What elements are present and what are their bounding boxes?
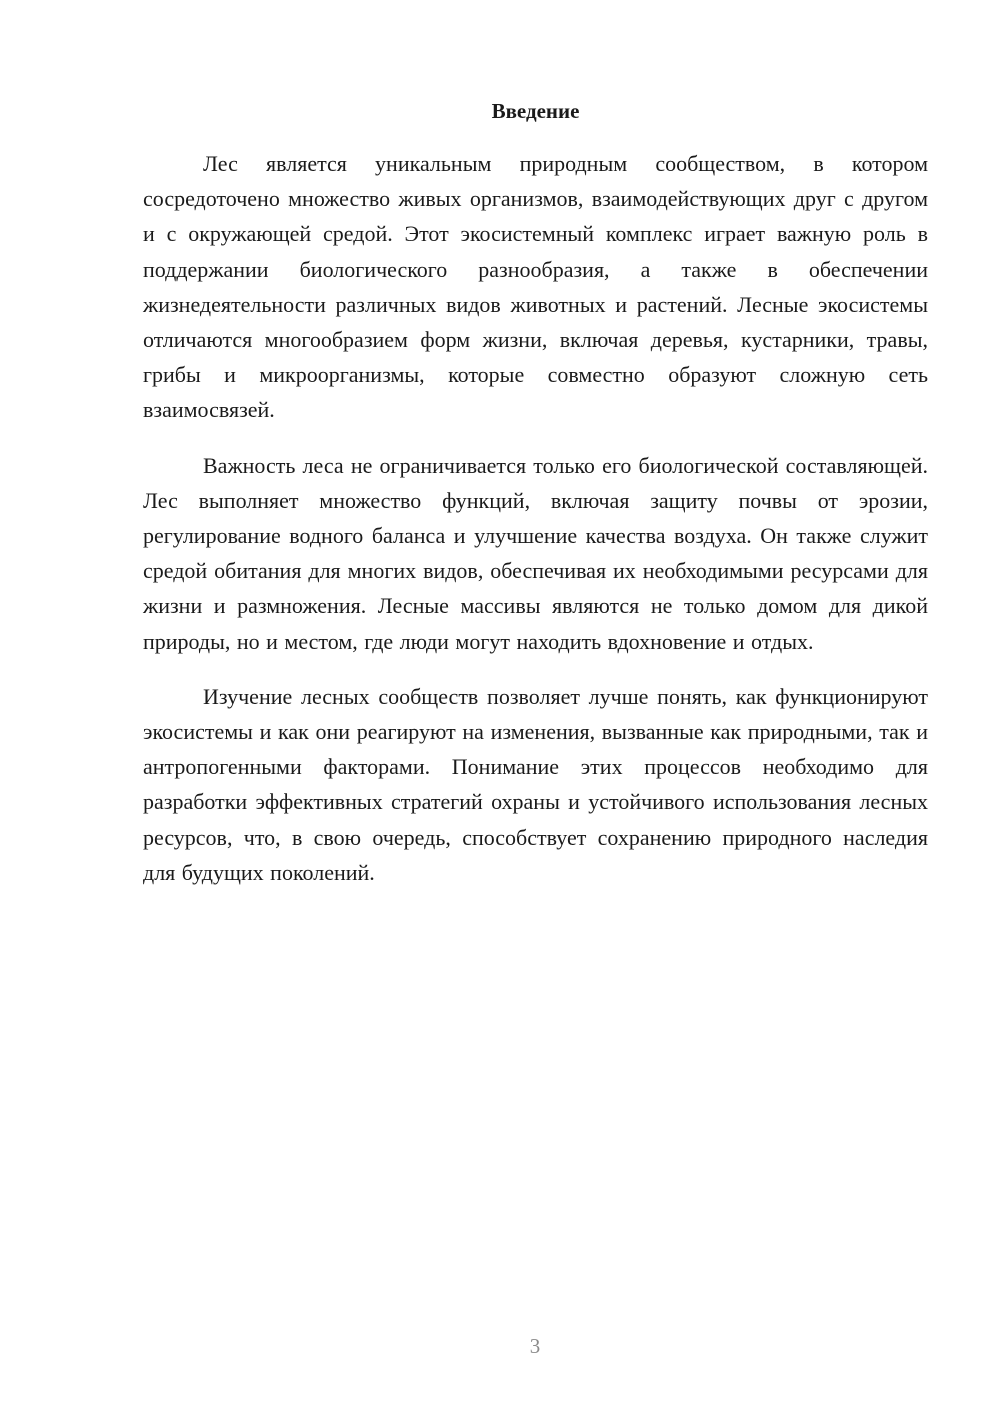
page-number: 3	[529, 1334, 541, 1358]
page-content	[143, 96, 928, 910]
section-title: Введение	[491, 99, 580, 123]
paragraph-1: Лес является уникальным природным сообществом, в котором сосредоточено множество живых организмов, взаимодействующих друг с другом и с окружающей средой. Этот экосистемный комплекс играет важную роль в поддержании биологического разнообразия, а также в обеспечении жизнедеятельности различных видов животных и растений. Лесные экосистемы отличаются многообразием форм жизни, включая деревья, кустарники, травы, грибы и микроорганизмы, которые совместно образуют сложную сеть взаимосвязей.	[143, 151, 928, 423]
paragraph-3: Изучение лесных сообществ позволяет лучше понять, как функционируют экосистемы и как они реагируют на изменения, вызванные как природными, так и антропогенными факторами. Понимание этих процессов необходимо для разработки эффективных стратегий охраны и устойчивого использования лесных ресурсов, что, в свою очередь, способствует сохранению природного наследия для будущих поколений.	[143, 683, 928, 885]
paragraph-2: Важность леса не ограничивается только его биологической составляющей. Лес выполняет множество функций, включая защиту почвы от эрозии, регулирование водного баланса и улучшение качества воздуха. Он также служит средой обитания для многих видов, обеспечивая их необходимыми ресурсами для жизни и размножения. Лесные массивы являются не только домом для дикой природы, но и местом, где люди могут находить вдохновение и отдых.	[143, 452, 928, 654]
